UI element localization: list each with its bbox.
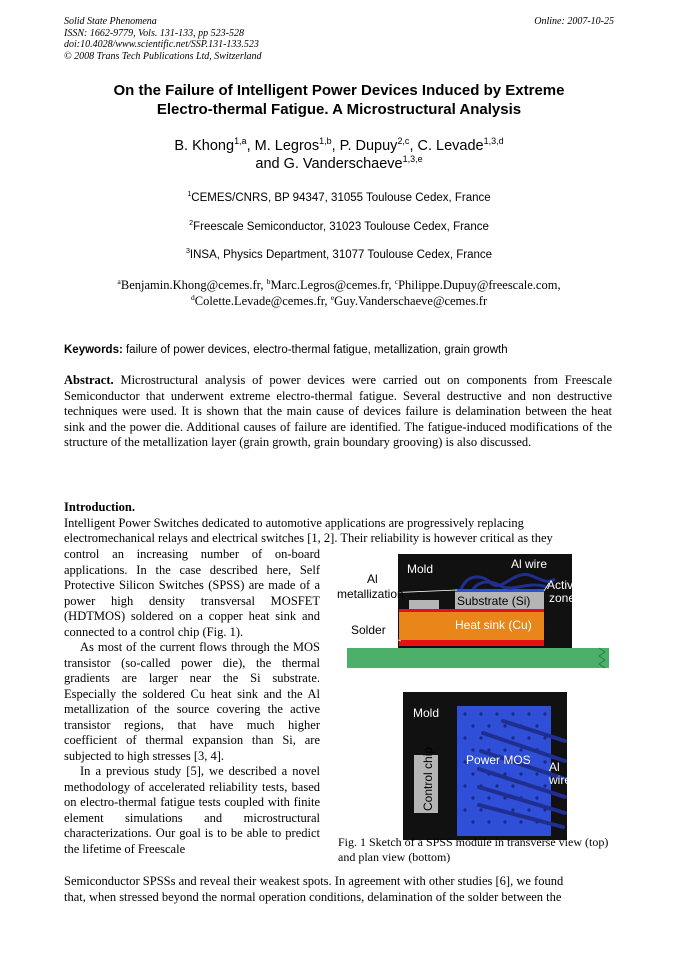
- intro-tail-line-2: that, when stressed beyond the normal operation conditions, delamination of the solder between the: [64, 890, 562, 904]
- author-name: and G. Vanderschaeve: [255, 156, 403, 172]
- author-sup: 1,3,d: [483, 136, 504, 147]
- author-sup: 2,c: [397, 136, 410, 147]
- email-sup: c: [394, 276, 399, 286]
- affiliation-3: [0, 248, 678, 262]
- label-mold: Mold: [407, 562, 434, 576]
- intro-column: [64, 547, 320, 857]
- author-line-1: [0, 137, 678, 155]
- transverse-view: [337, 554, 609, 668]
- title-line-1: On the Failure of Intelligent Power Devices Induced by Extreme: [113, 82, 565, 99]
- plan-view: [403, 692, 577, 840]
- control-chip-side: [409, 600, 439, 609]
- label-al-wire: Al wire: [511, 557, 548, 571]
- title-line-2: Electro-thermal Fatigue. A Microstructural Analysis: [156, 101, 522, 118]
- keywords-text: failure of power devices, electro-thermal fatigue, metallization, grain growth: [122, 344, 508, 356]
- email-address: Philippe.Dupuy@freescale.com,: [398, 278, 561, 292]
- email-line-2: [0, 293, 678, 309]
- intro-line-1: Intelligent Power Switches dedicated to automotive applications are progressively replacing: [64, 516, 524, 530]
- abstract-label: Abstract.: [64, 373, 114, 387]
- label-active: Active: [547, 578, 580, 592]
- keywords: [64, 343, 612, 359]
- introduction-heading: Introduction.: [64, 500, 135, 514]
- author-line-2: [0, 155, 678, 173]
- affiliation-text: CEMES/CNRS, BP 94347, 31055 Toulouse Cedex, France: [191, 192, 491, 204]
- affiliation-1: [0, 191, 678, 205]
- author-list: [0, 137, 678, 173]
- email-line-1: [0, 277, 678, 293]
- intro-tail-line-1: Semiconductor SPSSs and reveal their weakest spots. In agreement with other studies [6], we found: [64, 874, 564, 888]
- email-address: Marc.Legros@cemes.fr,: [270, 278, 395, 292]
- email-sup: b: [266, 276, 271, 286]
- label-mold-plan: Mold: [413, 706, 440, 720]
- label-substrate: Substrate (Si): [457, 594, 531, 608]
- intro-line-2: electromechanical relays and electrical switches [1, 2]. Their reliability is however critical as they: [64, 531, 553, 545]
- author-name: , M. Legros: [246, 138, 320, 154]
- intro-paragraph-3: In a previous study [5], we described a novel methodology of accelerated reliability tests, based on electro-thermal fatigue tests coupled with finite element simulations and microstructural characterizations. Our goal is to be able to predict the lifetime of Freescale: [64, 764, 320, 856]
- journal-name: Solid State Phenomena: [64, 16, 157, 27]
- doi-line: doi:10.4028/www.scientific.net/SSP.131-133.523: [64, 39, 259, 50]
- author-name: , P. Dupuy: [331, 138, 398, 154]
- intro-paragraph-1: control an increasing number of on-board applications. In the case described here, Self Protective Silicon Switches (SPSS) are made of a power high density transversal MOSFET (HDTMOS) soldered on a copper heat sink and connected to a control chip (Fig. 1).: [64, 547, 320, 639]
- affiliation-sup: 3: [185, 247, 190, 256]
- email-list: [0, 277, 678, 309]
- label-solder: Solder: [351, 623, 386, 637]
- paper-title: [0, 81, 678, 119]
- journal-header: [64, 16, 262, 62]
- email-address: Colette.Levade@cemes.fr,: [194, 294, 331, 308]
- intro-paragraph-2: As most of the current flows through the MOS transistor (so-called power die), the thermal gradients are larger near the Si substrate. Especially the soldered Cu heat sink and the Al metallization of the source covering the active transistor regions, that have much higher coefficient of thermal expansion than Si, are subjected to high stresses [3, 4].: [64, 640, 320, 763]
- email-address: Guy.Vanderschaeve@cemes.fr: [334, 294, 488, 308]
- label-al: Al: [367, 572, 378, 586]
- online-date: Online: 2007-10-25: [534, 16, 614, 27]
- label-control-chip: Control chip: [421, 746, 435, 811]
- author-name: B. Khong: [174, 138, 235, 154]
- keywords-label: Keywords:: [64, 344, 123, 356]
- figure-1: [333, 551, 612, 871]
- author-sup: 1,a: [234, 136, 247, 147]
- affiliation-text: INSA, Physics Department, 31077 Toulouse Cedex, France: [189, 249, 493, 261]
- author-name: , C. Levade: [409, 138, 484, 154]
- label-metallization: metallization: [337, 587, 404, 601]
- email-sup: d: [190, 292, 195, 302]
- label-power-mos: Power MOS: [466, 753, 531, 767]
- email-address: Benjamin.Khong@cemes.fr,: [120, 278, 267, 292]
- label-wires-plan: wires: [549, 773, 578, 787]
- author-sup: 1,b: [319, 136, 332, 147]
- label-al-plan: Al: [549, 760, 560, 774]
- board: [347, 648, 609, 668]
- al-metallization-layer: [455, 589, 544, 592]
- email-sup: a: [117, 276, 121, 286]
- label-heat-sink: Heat sink (Cu): [455, 618, 532, 632]
- figure-caption: Fig. 1 Sketch of a SPSS module in transverse view (top) and plan view (bottom): [338, 835, 609, 864]
- author-sup: 1,3,e: [402, 154, 423, 165]
- affiliation-sup: 1: [187, 190, 192, 199]
- abstract: [64, 373, 612, 451]
- affiliation-text: Freescale Semiconductor, 31023 Toulouse Cedex, France: [193, 221, 489, 233]
- email-sup: e: [330, 292, 335, 302]
- affiliation-2: [0, 220, 678, 234]
- copyright-line: © 2008 Trans Tech Publications Ltd, Switzerland: [64, 50, 262, 62]
- abstract-text: Microstructural analysis of power devices were carried out on components from Freescale Semiconductor that underwent extreme electro-thermal fatigue. Several destructive and non destructive techniques were used. It is shown that the main cause of devices failure is delamination between the heat sink and the power die. Additional causes of failure are identified. The fatigue-induced modifications of the structure of the metallization layer (grain growth, grain boundary grooving) is also discussed.: [64, 373, 612, 450]
- issn-line: ISSN: 1662-9779, Vols. 131-133, pp 523-528: [64, 27, 244, 39]
- solder-layer: [399, 640, 544, 646]
- affiliation-sup: 2: [189, 219, 194, 228]
- label-zone: zone: [549, 591, 576, 605]
- die-solder: [399, 609, 544, 612]
